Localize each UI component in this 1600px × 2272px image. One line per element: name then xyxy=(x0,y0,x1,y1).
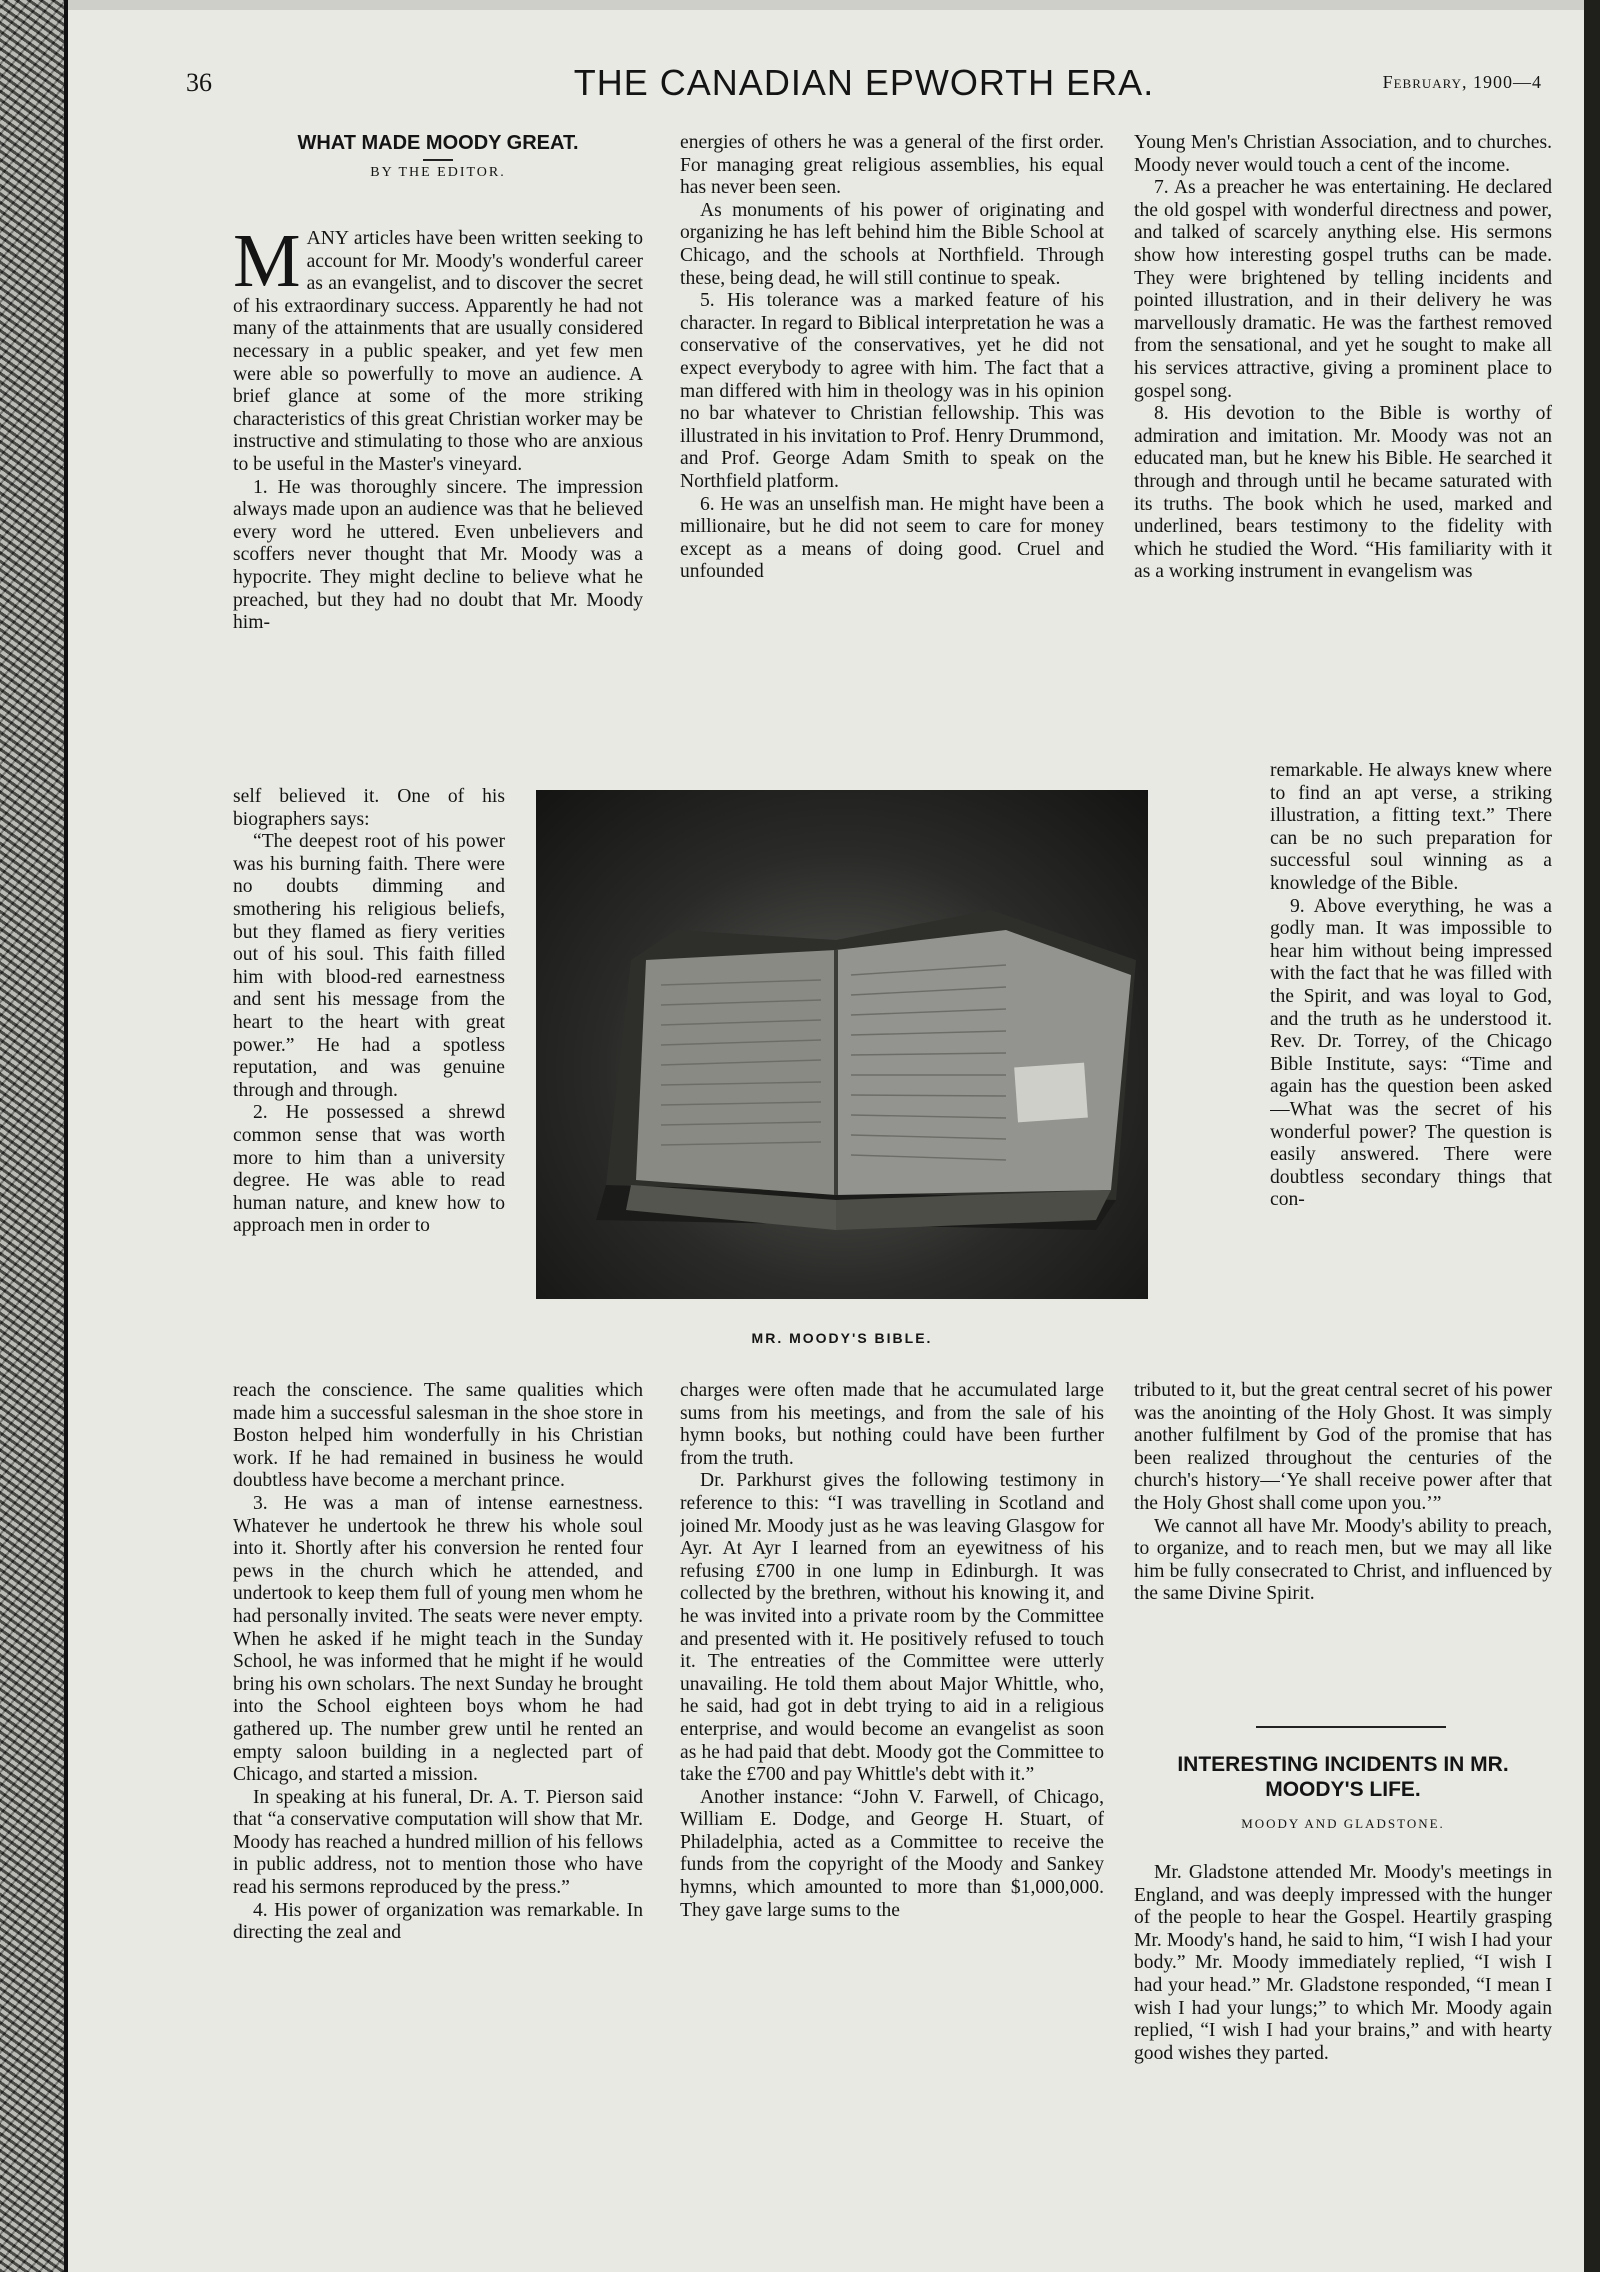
open-bible-illustration xyxy=(536,790,1148,1299)
page-top-edge xyxy=(68,0,1588,10)
article-byline: BY THE EDITOR. xyxy=(370,165,506,180)
paragraph: 7. As a preacher he was entertaining. He declared the old gospel with wonderful directness and power, and talked of scarcely anything else. His sermons show how interesting gospel truths can be made. They were brightened by telling incidents and pointed illustration, and in their delivery he was marvellously dramatic. He was the farthest removed from the sensational, and yet he sought to make all his services attractive, giving a prominent place to gospel song. xyxy=(1134,177,1552,402)
paragraph: 3. He was a man of intense earnestness. Whatever he undertook he threw his whole soul into it. Shortly after his conversion he rented four pews in the church which he attended, and undertook to keep them full of young men whom he had personally invited. The seats were never empty. When he asked if he might teach in the Sunday School, he was informed that he might if he would bring his own scholars. The next Sunday he brought into the School eighteen boys whom he had gathered up. The number grew until he rented an empty saloon building in a neglected part of Chicago, and started a mission. xyxy=(233,1492,643,1786)
decorative-border xyxy=(0,0,64,2272)
page-right-edge xyxy=(1584,0,1600,2272)
paragraph: tributed to it, but the great central secret of his power was the anointing of the Holy Ghost. It was simply another fulfilment by God of the promise that has been realized throughout the centuries of the church's history—‘Ye shall receive power after that the Holy Ghost shall come upon you.’” xyxy=(1134,1380,1552,1514)
paragraph: “The deepest root of his power was his burning faith. There were no doubts dimming and smothering his religious beliefs, but they flamed as fiery verities out of his soul. This faith filled him with blood-red earnestness and sent his message from the heart to the heart with great power.” He had a spotless reputation, and was genuine through and through. xyxy=(233,831,505,1101)
paragraph: charges were often made that he accumulated large sums from his meetings, and from the sale of his hymn books, but nothing could have been further from the truth. xyxy=(680,1380,1104,1469)
column-1-narrow xyxy=(233,786,505,1378)
paragraph: 5. His tolerance was a marked feature of his character. In regard to Biblical interpretation he was a conservative of the conservatives, yet he did not expect everybody to agree with him. The fact that a man differed with him in theology was in his opinion no bar whatever to Christian fellowship. This was illustrated in his invitation to Prof. Henry Drummond, and Prof. George Adam Smith to speak on the Northfield platform. xyxy=(680,290,1104,492)
paragraph: As monuments of his power of originating and organizing he has left behind him the Bible School at Chicago, and the schools at Northfield. Through these, being dead, he will still continue to speak. xyxy=(680,199,1104,289)
paragraph: We cannot all have Mr. Moody's ability to preach, to organize, and to reach men, but we may all like him be fully consecrated to Christ, and influenced by the same Divine Spirit. xyxy=(1134,1515,1552,1605)
paragraph: self believed it. One of his biographers says: xyxy=(233,786,505,830)
section-divider xyxy=(1256,1726,1446,1728)
paragraph: 9. Above everything, he was a godly man. It was impossible to hear him without being impressed with the fact that he was filled with the Spirit, and was loyal to God, and the truth as he understood it. Rev. Dr. Torrey, of the Chicago Bible Institute, says: “Time and again has the question been asked—What was the secret of his wonderful power? The question is easily answered. There were doubtless secondary things that con- xyxy=(1270,895,1552,1211)
column-1-top xyxy=(233,228,643,786)
column-1-bottom xyxy=(233,1380,643,2156)
running-header xyxy=(186,62,1542,108)
paragraph: In speaking at his funeral, Dr. A. T. Pierson said that “a conservative computation will show that Mr. Moody has reached a hundred million of his fellows in public address, not to mention those who have read his sermons reproduced by the press.” xyxy=(233,1786,643,1899)
paragraph: 4. His power of organization was remarkable. In directing the zeal and xyxy=(233,1899,643,1944)
page-number: 36 xyxy=(186,68,212,97)
paragraph: remarkable. He always knew where to find an apt verse, a striking illustration, a fitting text.” There can be no such preparation for successful soul winning as a knowledge of the Bible. xyxy=(1270,760,1552,894)
paragraph: 6. He was an unselfish man. He might have been a millionaire, but he did not seem to care for money except as a means of doing good. Cruel and unfounded xyxy=(680,493,1104,583)
journal-title: THE CANADIAN EPWORTH ERA. xyxy=(573,62,1155,103)
paragraph: 2. He possessed a shrewd common sense that was worth more to him than a university degree. He was able to read human nature, and knew how to approach men in order to xyxy=(233,1102,505,1237)
article2-subhead: MOODY AND GLADSTONE. xyxy=(1241,1816,1445,1831)
article2-body xyxy=(1134,1862,1552,2162)
article2-title-block xyxy=(1134,1752,1552,1832)
column-3-narrow xyxy=(1270,760,1552,1378)
issue-date: February, 1900—4 xyxy=(1382,72,1542,92)
title-rule xyxy=(423,159,453,161)
paragraph: Another instance: “John V. Farwell, of Chicago, William E. Dodge, and George H. Stuart, of Philadelphia, acted as a Committee to receive the funds from the copyright of the Moody and Sankey hymns, which amounted to more than $1,000,000. They gave large sums to the xyxy=(680,1786,1104,1921)
border-rule xyxy=(64,0,68,2272)
article-title: WHAT MADE MOODY GREAT. xyxy=(297,132,579,154)
paragraph: reach the conscience. The same qualities which made him a successful salesman in the shoe store in Boston helped him wonderfully in his Christian work. If he had remained in business he would doubtless have become a merchant prince. xyxy=(233,1380,643,1492)
paragraph: energies of others he was a general of the first order. For managing great religious assemblies, his equal has never been seen. xyxy=(680,132,1104,199)
paragraph: Mr. Gladstone attended Mr. Moody's meetings in England, and was deeply impressed with the hunger of the people to hear the Gospel. Heartily grasping Mr. Moody's hand, he said to him, “I wish I had your body.” Mr. Moody immediately replied, “I wish I had your head.” Mr. Gladstone responded, “I mean I wish I had your lungs;” to which Mr. Moody again replied, “I wish I had your brains,” and with hearty good wishes they parted. xyxy=(1134,1862,1552,2064)
paragraph: 8. His devotion to the Bible is worthy of admiration and imitation. Mr. Moody was not an educated man, but he knew his Bible. He searched it through and through until he became saturated with its truths. The book which he used, marked and underlined, bears testimony to the fidelity with which he studied the Word. “His familiarity with it as a working instrument in evangelism was xyxy=(1134,403,1552,583)
moody-bible-photo xyxy=(536,790,1148,1299)
column-2-bottom xyxy=(680,1380,1104,2156)
column-3-bottom xyxy=(1134,1380,1552,1720)
article2-title: INTERESTING INCIDENTS IN MR. MOODY'S LIFE. xyxy=(1177,1753,1509,1801)
paragraph: MANY articles have been written seeking to account for Mr. Moody's wonderful career as an evangelist, and to discover the secret of his extraordinary success. Apparently he had not many of the attainments that are usually considered necessary in a public speaker, and yet few men were able so powerfully to move an audience. A brief glance at some of the more striking characteristics of this great Christian worker may be instructive and stimulating to those who are anxious to be useful in the Master's vineyard. xyxy=(233,228,643,475)
column-2-top xyxy=(680,132,1104,780)
column-3-top xyxy=(1134,132,1552,760)
article-title-block xyxy=(233,132,643,181)
drop-cap: M xyxy=(233,228,301,303)
paragraph: Young Men's Christian Association, and to churches. Moody never would touch a cent of the income. xyxy=(1134,132,1552,176)
photo-caption: MR. MOODY'S BIBLE. xyxy=(751,1330,933,1346)
paragraph: Dr. Parkhurst gives the following testimony in reference to this: “I was travelling in Scotland and joined Mr. Moody just as he was leaving Glasgow for Ayr. At Ayr I learned from an eyewitness of his refusing £700 in one lump in Edinburgh. It was collected by the brethren, without his knowing it, and he was invited into a private room by the Committee and presented with it. He positively refused to touch it. The entreaties of the Committee were utterly unavailing. He told them about Major Whittle, who, he said, had got in debt trying to aid in a religious enterprise, and would become an evangelist as soon as he had paid that debt. Moody got the Committee to take the £700 and pay Whittle's debt with it.” xyxy=(680,1470,1104,1786)
paragraph: 1. He was thoroughly sincere. The impression always made upon an audience was that he believed every word he uttered. Even unbelievers and scoffers never thought that Mr. Moody was a hypocrite. They might decline to believe what he preached, but they had no doubt that Mr. Moody him- xyxy=(233,476,643,634)
